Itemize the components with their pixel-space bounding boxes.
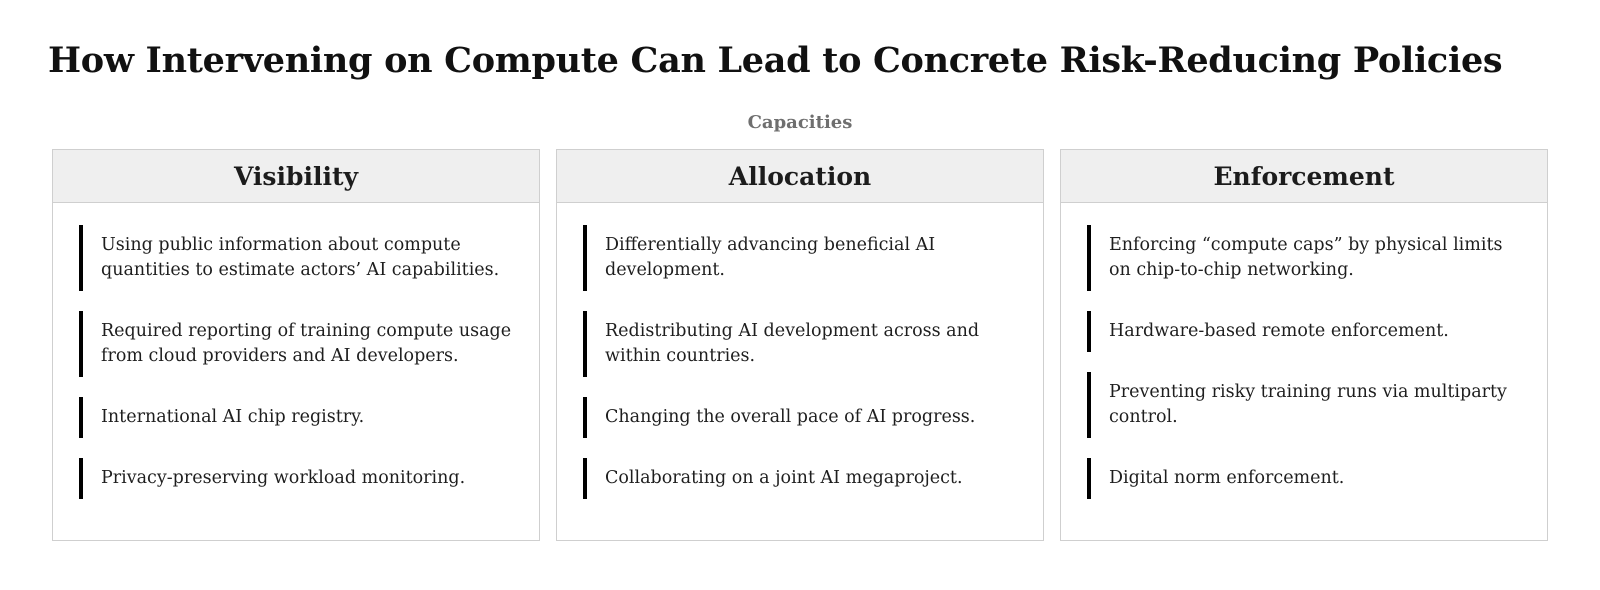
list-item (79, 458, 519, 499)
list-item (583, 397, 1023, 438)
list-item (79, 225, 519, 291)
column-allocation (556, 149, 1044, 541)
item-text: International AI chip registry. (101, 407, 365, 427)
item-text: Required reporting of training compute usage from cloud providers and AI developers. (101, 321, 512, 366)
item-text: Hardware-based remote enforcement. (1109, 321, 1449, 341)
item-text: Redistributing AI development across and within countries. (605, 321, 980, 366)
column-heading: Visibility (53, 150, 539, 203)
column-visibility (52, 149, 540, 541)
list-item (583, 311, 1023, 377)
item-text: Preventing risky training runs via multiparty control. (1109, 382, 1507, 427)
list-item (1087, 225, 1527, 291)
list-item (79, 397, 519, 438)
item-text: Digital norm enforcement. (1109, 468, 1345, 488)
list-item (1087, 372, 1527, 438)
list-item (1087, 311, 1527, 352)
item-text: Differentially advancing beneficial AI development. (605, 235, 936, 280)
list-item (79, 311, 519, 377)
list-item (1087, 458, 1527, 499)
page-title: How Intervening on Compute Can Lead to Concrete Risk-Reducing Policies (48, 40, 1503, 81)
column-body (53, 203, 539, 499)
column-body (557, 203, 1043, 499)
item-text: Collaborating on a joint AI megaproject. (605, 468, 963, 488)
column-enforcement (1060, 149, 1548, 541)
item-text: Using public information about compute quantities to estimate actors’ AI capabilities. (101, 235, 500, 280)
item-text: Enforcing “compute caps” by physical limits on chip-to-chip networking. (1109, 235, 1503, 280)
column-heading: Enforcement (1061, 150, 1547, 203)
item-text: Privacy-preserving workload monitoring. (101, 468, 466, 488)
column-body (1061, 203, 1547, 499)
section-label: Capacities (747, 112, 853, 133)
list-item (583, 225, 1023, 291)
column-heading: Allocation (557, 150, 1043, 203)
list-item (583, 458, 1023, 499)
capacities-columns (52, 149, 1548, 541)
item-text: Changing the overall pace of AI progress. (605, 407, 976, 427)
